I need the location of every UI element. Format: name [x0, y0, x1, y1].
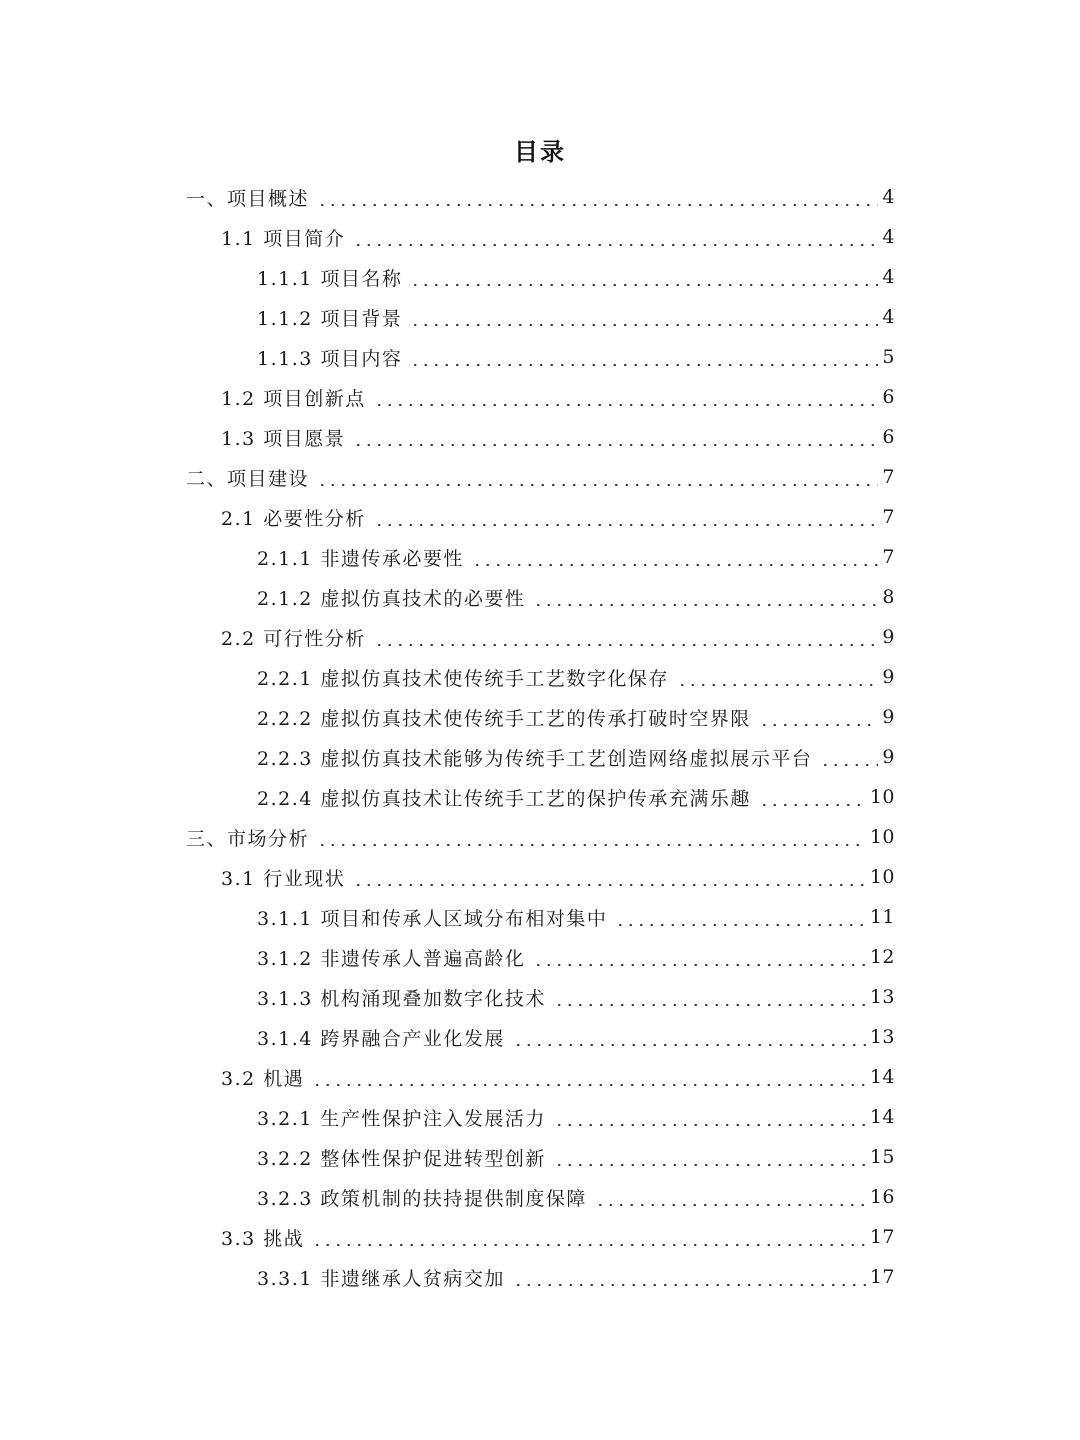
dot-leader [554, 1108, 866, 1127]
toc-entry-2-1-2[interactable] [0, 577, 1080, 617]
dot-leader [410, 308, 878, 327]
toc-entry-page: 8 [882, 586, 895, 608]
dot-leader [410, 268, 878, 287]
toc-entry-label: 1.1.2 项目背景 [257, 307, 403, 330]
toc-entry-label: 3.1.3 机构涌现叠加数字化技术 [257, 987, 546, 1010]
toc-entry-page: 7 [882, 546, 895, 568]
toc-entry-page: 4 [882, 226, 895, 248]
dot-leader [759, 788, 866, 807]
toc-entry-label: 3.3 挑战 [221, 1227, 305, 1250]
toc-entry-2-1[interactable] [0, 497, 1080, 537]
toc-entry-page: 10 [869, 786, 895, 808]
toc-entry-3-2[interactable] [0, 1057, 1080, 1097]
toc-entry-label: 1.1 项目简介 [221, 227, 346, 250]
toc-entry-page: 4 [882, 306, 895, 328]
dot-leader [533, 588, 878, 607]
toc-entry-1[interactable] [0, 177, 1080, 217]
toc-entry-2[interactable] [0, 457, 1080, 497]
dot-leader [595, 1188, 866, 1207]
toc-entry-page: 10 [869, 826, 895, 848]
dot-leader [374, 508, 879, 527]
dot-leader [317, 468, 878, 487]
toc-entry-label: 三、市场分析 [186, 827, 310, 850]
dot-leader [677, 668, 879, 687]
toc-entry-page: 5 [882, 346, 895, 368]
dot-leader [353, 428, 878, 447]
toc-entry-1-3[interactable] [0, 417, 1080, 457]
toc-entry-label: 二、项目建设 [186, 467, 310, 490]
toc-entry-page: 6 [882, 386, 895, 408]
toc-entry-label: 一、项目概述 [186, 187, 310, 210]
dot-leader [353, 228, 878, 247]
dot-leader [513, 1028, 866, 1047]
dot-leader [820, 748, 878, 767]
dot-leader [374, 388, 879, 407]
toc-entry-2-2-1[interactable] [0, 657, 1080, 697]
toc-entry-label: 2.1.2 虚拟仿真技术的必要性 [257, 587, 526, 610]
toc-entry-label: 2.2.2 虚拟仿真技术使传统手工艺的传承打破时空界限 [257, 707, 751, 730]
toc-entry-page: 14 [869, 1106, 895, 1128]
dot-leader [312, 1228, 866, 1247]
toc-entry-page: 4 [882, 266, 895, 288]
toc-entry-label: 3.1.4 跨界融合产业化发展 [257, 1027, 505, 1050]
dot-leader [353, 868, 866, 887]
toc-entry-label: 3.3.1 非遗继承人贫病交加 [257, 1267, 505, 1290]
toc-entry-page: 12 [869, 946, 895, 968]
toc-list [0, 177, 1080, 1297]
toc-entry-label: 2.1.1 非遗传承必要性 [257, 547, 464, 570]
toc-entry-page: 11 [869, 906, 895, 928]
toc-entry-label: 1.1.3 项目内容 [257, 347, 403, 370]
toc-entry-label: 1.1.1 项目名称 [257, 267, 403, 290]
toc-entry-label: 3.2.3 政策机制的扶持提供制度保障 [257, 1187, 587, 1210]
toc-entry-3-1-3[interactable] [0, 977, 1080, 1017]
toc-entry-page: 17 [869, 1226, 895, 1248]
toc-entry-3-1-4[interactable] [0, 1017, 1080, 1057]
toc-entry-label: 2.2.4 虚拟仿真技术让传统手工艺的保护传承充满乐趣 [257, 787, 751, 810]
toc-entry-3[interactable] [0, 817, 1080, 857]
dot-leader [615, 908, 865, 927]
toc-entry-3-3-1[interactable] [0, 1257, 1080, 1297]
dot-leader [533, 948, 865, 967]
toc-entry-page: 9 [882, 706, 895, 728]
toc-entry-3-1[interactable] [0, 857, 1080, 897]
toc-entry-1-1-3[interactable] [0, 337, 1080, 377]
dot-leader [759, 708, 879, 727]
toc-entry-label: 3.1.1 项目和传承人区域分布相对集中 [257, 907, 608, 930]
toc-entry-1-1-2[interactable] [0, 297, 1080, 337]
toc-entry-label: 1.3 项目愿景 [221, 427, 346, 450]
toc-entry-page: 14 [869, 1066, 895, 1088]
dot-leader [317, 828, 866, 847]
toc-entry-page: 13 [869, 1026, 895, 1048]
toc-entry-label: 3.1 行业现状 [221, 867, 346, 890]
toc-entry-page: 13 [869, 986, 895, 1008]
toc-entry-label: 2.2.1 虚拟仿真技术使传统手工艺数字化保存 [257, 667, 669, 690]
dot-leader [554, 1148, 866, 1167]
dot-leader [472, 548, 879, 567]
toc-entry-page: 4 [882, 186, 895, 208]
toc-entry-1-1-1[interactable] [0, 257, 1080, 297]
toc-entry-2-2-4[interactable] [0, 777, 1080, 817]
toc-entry-label: 3.1.2 非遗传承人普遍高龄化 [257, 947, 526, 970]
toc-entry-3-2-3[interactable] [0, 1177, 1080, 1217]
toc-entry-page: 17 [869, 1266, 895, 1288]
toc-entry-3-1-1[interactable] [0, 897, 1080, 937]
toc-entry-3-2-2[interactable] [0, 1137, 1080, 1177]
toc-entry-1-2[interactable] [0, 377, 1080, 417]
toc-entry-page: 15 [869, 1146, 895, 1168]
toc-entry-label: 1.2 项目创新点 [221, 387, 366, 410]
toc-entry-1-1[interactable] [0, 217, 1080, 257]
toc-entry-3-3[interactable] [0, 1217, 1080, 1257]
toc-entry-page: 9 [882, 626, 895, 648]
toc-entry-3-2-1[interactable] [0, 1097, 1080, 1137]
toc-entry-3-1-2[interactable] [0, 937, 1080, 977]
dot-leader [312, 1068, 866, 1087]
toc-entry-label: 3.2.1 生产性保护注入发展活力 [257, 1107, 546, 1130]
toc-entry-2-1-1[interactable] [0, 537, 1080, 577]
toc-entry-page: 9 [882, 666, 895, 688]
toc-entry-2-2-2[interactable] [0, 697, 1080, 737]
toc-entry-page: 9 [882, 746, 895, 768]
toc-entry-2-2-3[interactable] [0, 737, 1080, 777]
dot-leader [317, 188, 878, 207]
toc-entry-2-2[interactable] [0, 617, 1080, 657]
toc-entry-page: 16 [869, 1186, 895, 1208]
toc-entry-label: 3.2.2 整体性保护促进转型创新 [257, 1147, 546, 1170]
dot-leader [374, 628, 879, 647]
toc-entry-page: 10 [869, 866, 895, 888]
dot-leader [513, 1268, 866, 1287]
dot-leader [410, 348, 878, 367]
toc-title: 目录 [514, 137, 566, 166]
toc-entry-label: 2.1 必要性分析 [221, 507, 366, 530]
toc-entry-page: 7 [882, 466, 895, 488]
toc-entry-page: 7 [882, 506, 895, 528]
toc-entry-page: 6 [882, 426, 895, 448]
toc-entry-label: 3.2 机遇 [221, 1067, 305, 1090]
toc-entry-label: 2.2.3 虚拟仿真技术能够为传统手工艺创造网络虚拟展示平台 [257, 747, 813, 770]
dot-leader [554, 988, 866, 1007]
toc-entry-label: 2.2 可行性分析 [221, 627, 366, 650]
